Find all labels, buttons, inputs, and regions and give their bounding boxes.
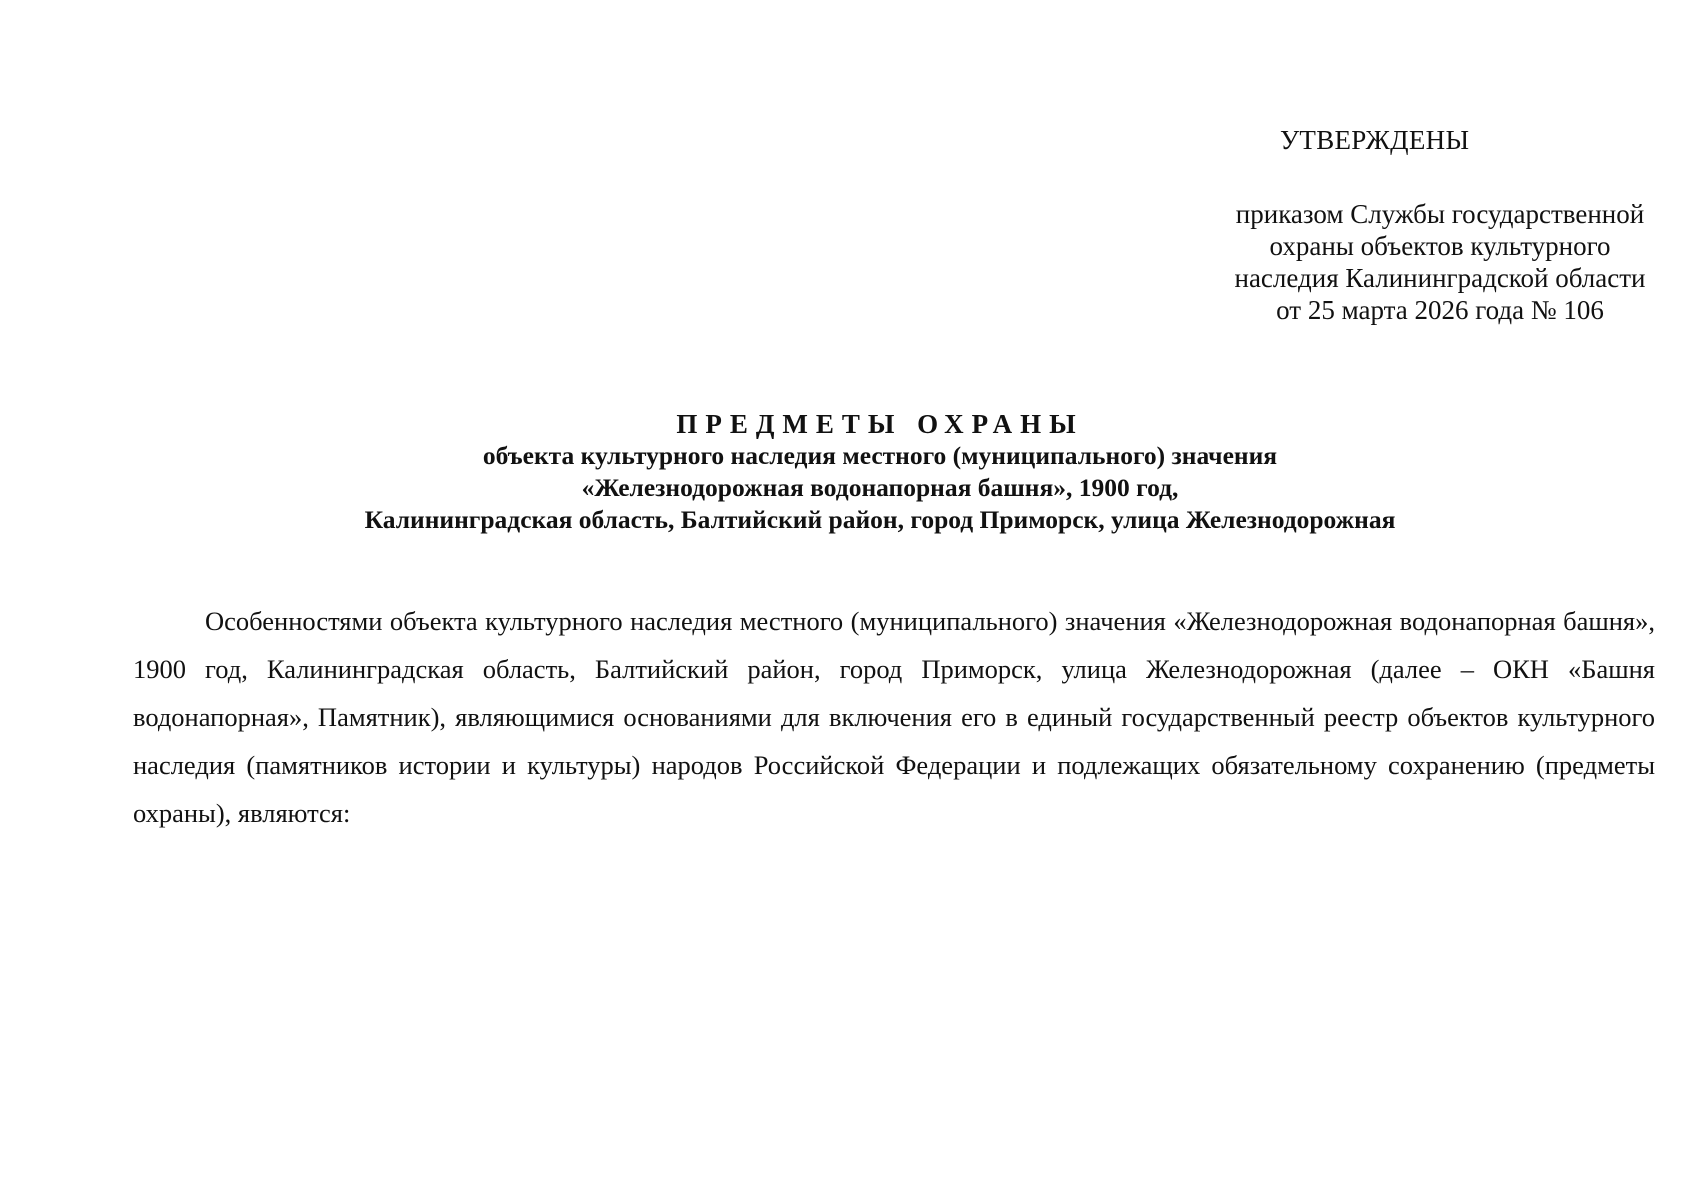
approval-line: охраны объектов культурного — [1269, 231, 1611, 261]
document-title-block — [200, 408, 1560, 536]
approval-block — [1180, 124, 1697, 326]
title-subline: «Железнодорожная водонапорная башня», 1900 год, — [581, 473, 1179, 502]
approval-line: приказом Службы государственной — [1235, 199, 1645, 229]
approval-basis — [1180, 198, 1697, 326]
body-paragraph: Особенностями объекта культурного наследия местного (муниципального) значения «Железнодорожная водонапорная башня», 1900 год, Калининградская область, Балтийский район, город Приморск, улица Железнодорожная (далее – ОКН «Башня водонапорная», Памятник), являющимися основаниями для включения его в единый государственный реестр объектов культурного наследия (памятников истории и культуры) народов Российской Федерации и подлежащих обязательному сохранению (предметы охраны), являются: — [133, 606, 1655, 828]
approval-date-line: от 25 марта 2026 года № 106 — [1276, 295, 1604, 325]
title-subline: Калининградская область, Балтийский район, город Приморск, улица Железнодорожная — [364, 505, 1396, 534]
approval-line: наследия Калининградской области — [1234, 263, 1646, 293]
title-subline: объекта культурного наследия местного (муниципального) значения — [482, 441, 1278, 470]
document-title: ПРЕДМЕТЫ ОХРАНЫ — [676, 409, 1084, 439]
approved-label: УТВЕРЖДЕНЫ — [1280, 125, 1470, 155]
